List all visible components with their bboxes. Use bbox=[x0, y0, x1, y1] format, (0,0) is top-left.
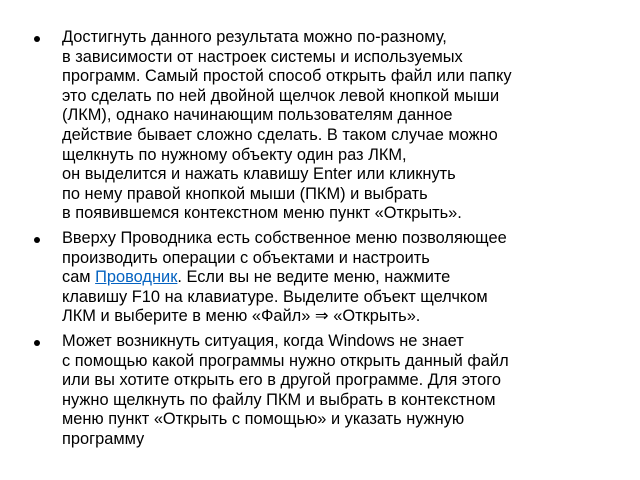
explorer-link[interactable]: Проводник bbox=[95, 268, 178, 287]
text-line: в появившемся контекстном меню пункт «Открыть». bbox=[62, 204, 462, 223]
bullet-item-explorer-menu bbox=[34, 229, 614, 327]
bullet-dot-icon bbox=[34, 237, 40, 243]
text-line: клавишу F10 на клавиатуре. Выделите объект щелчком bbox=[62, 287, 488, 306]
text-line: или вы хотите открыть его в другой программе. Для этого bbox=[62, 371, 501, 390]
bullet-list bbox=[34, 28, 614, 454]
text-line: щелкнуть по нужному объекту один раз ЛКМ, bbox=[62, 145, 407, 164]
text-line: по нему правой кнопкой мыши (ПКМ) и выбрать bbox=[62, 184, 428, 203]
text-fragment: сам bbox=[62, 268, 96, 287]
text-fragment: . Если вы не ведите меню, нажмите bbox=[177, 268, 451, 287]
text-line: (ЛКМ), однако начинающим пользователям данное bbox=[62, 106, 453, 125]
text-line: программ. Самый простой способ открыть файл или папку bbox=[62, 67, 512, 86]
bullet-dot-icon bbox=[34, 36, 40, 42]
text-line: нужно щелкнуть по файлу ПКМ и выбрать в контекстном bbox=[62, 390, 496, 409]
text-line: действие бывает сложно сделать. В таком случае можно bbox=[62, 125, 498, 144]
bullet-dot-icon bbox=[34, 340, 40, 346]
text-line: это сделать по ней двойной щелчок левой кнопкой мыши bbox=[62, 86, 500, 105]
text-line: он выделится и нажать клавишу Enter или кликнуть bbox=[62, 165, 456, 184]
text-line: программу bbox=[62, 429, 145, 448]
text-line: Достигнуть данного результата можно по-разному, bbox=[62, 28, 447, 46]
text-line: с помощью какой программы нужно открыть данный файл bbox=[62, 351, 509, 370]
bullet-item-open-methods bbox=[34, 28, 614, 224]
text-line: Может возникнуть ситуация, когда Windows не знает bbox=[62, 331, 464, 350]
text-line: в зависимости от настроек системы и используемых bbox=[62, 47, 463, 66]
text-line: ЛКМ и выберите в меню «Файл» ⇒ «Открыть». bbox=[62, 307, 421, 326]
text-line: Вверху Проводника есть собственное меню позволяющее bbox=[62, 228, 507, 247]
text-line: меню пункт «Открыть с помощью» и указать нужную bbox=[62, 410, 465, 429]
text-line: производить операции с объектами и настроить bbox=[62, 248, 430, 267]
text-line-with-link bbox=[62, 268, 614, 288]
bullet-item-open-with bbox=[34, 332, 614, 450]
